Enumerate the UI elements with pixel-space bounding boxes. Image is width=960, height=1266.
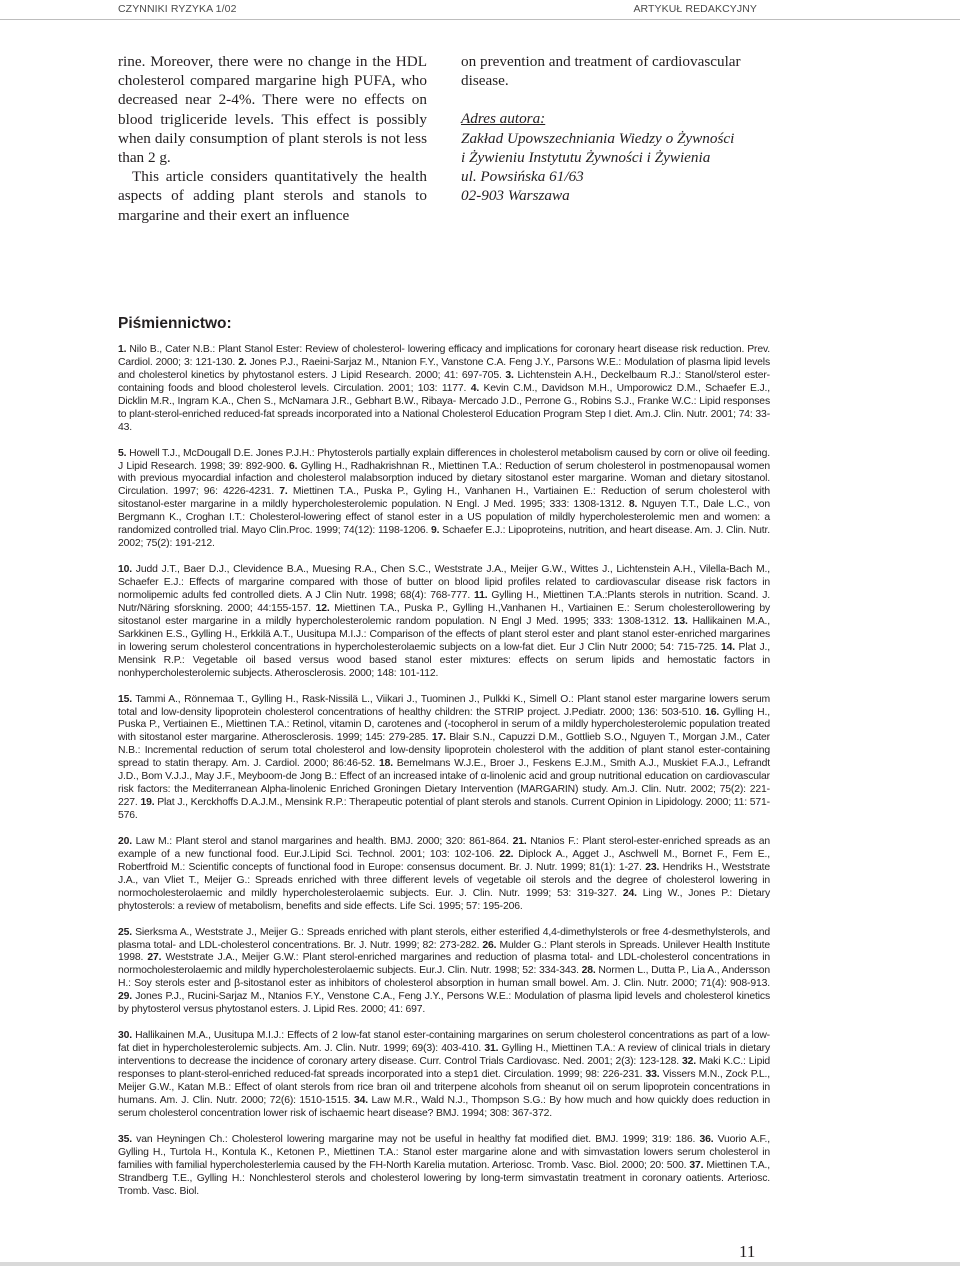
reference-number: 9. — [431, 525, 440, 537]
reference-text: Hendriks H., Weststrate J.A., van Vliet T., Meijer G.: Spreads enriched with three different levels of vegetable oil sterols and the degree of cholesterol lowering in normocholesterolaemic and mildly hypercholesterolaemic subjects. Eur. J. Clin. Nutr. 1999; 53: 319-327. — [118, 861, 770, 899]
left-column — [118, 52, 427, 225]
section-label: ARTYKUŁ REDAKCYJNY — [633, 3, 757, 15]
page-number: 11 — [739, 1242, 756, 1261]
reference-number: 4. — [470, 382, 480, 394]
reference-text: Maki K.C.: Lipid responses to plant-sterol-enriched reduced-fat spreads incorporated into a step1 diet. Circulation. 1999; 98: 226-231. — [118, 1056, 770, 1080]
reference-text: Lichtenstein A.H., Deckelbaum R.J.: Stanol/sterol ester-containing foods and blood cholesterol levels. Circulation. 2001; 103: 1177. — [118, 369, 770, 394]
reference-number: 23. — [645, 861, 660, 873]
reference-number: 19. — [140, 797, 155, 809]
journal-name: CZYNNIKI RYZYKA 1/02 — [118, 3, 237, 15]
reference-text: Gylling H., Miettinen T.A.: A review of clinical trials in dietary interventions to decrease the incidence of coronary artery disease. Curr. Control Trials Cardiovasc. Ned. 2001; 2(3): 123-128. — [118, 1043, 771, 1068]
reference-text: Nilo B., Cater N.B.: Plant Stanol Ester: Review of cholesterol- lowering efficacy and implications for coronary heart disease risk reduction. Prev. Cardiol. 2000; 3: 121-130. — [118, 344, 770, 368]
reference-text: Bemelmans W.J.E., Broer J., Feskens E.J.M., Smith A.J., Muskiet F.A.J., Lefrandt J.D., Bom V.J.J., May J.F., Meyboom-de Jong B.: Effect of an increased intake of α-linolenic acid and group nutritional education on cardiovascular risk factors: the Mediterranean Alpha-linolenic Enriched Groningen Dietary Intervention (MARGARIN) study. Am.J. Clin. Nutr. 2002; 75(2): 221-227. — [118, 758, 770, 809]
reference-text: Plat J., Kerckhoffs D.A.J.M., Mensink R.P.: Therapeutic potential of plant sterols and stanols. Current Opinion in Lipidology. 2000; 11: 571-576. — [118, 797, 770, 822]
reference-text: Schaefer E.J.: Lipoproteins, nutrition, and heart disease. Am. J. Clin. Nutr. 2002; 75(2): 191-212. — [118, 525, 770, 550]
reference-paragraph — [118, 1030, 770, 1121]
reference-text: Miettinen T.A., Puska P., Gyling H., Vanhanen H., Vartiainen E.: Reduction of serum cholesterol with sitostanol-ester margarine in a mildly hypercholesterolemic population. N Engl. J Med. 1995; 333: 1308-1312. — [118, 486, 770, 511]
reference-text: Jones P.J., Raeini-Sarjaz M., Ntanion F.Y., Vanstone C.A. Feng J.Y., Parsons W.E.: Modulation of plasma lipid levels and cholesterol kinetics by phytostanol esters. J Lipid Research. 2000; 41: 697-705. — [118, 356, 770, 381]
reference-text: Normen L., Dutta P., Lia A., Andersson H.: Soy sterols ester and β-sitostanol ester as inhibitors of cholesterol absorption in human small bowel. Am. J. Clin. Nutr. 2000; 71(4): 908-913. — [118, 965, 770, 990]
address-line: i Żywieniu Instytutu Żywności i Żywienia — [461, 148, 711, 166]
reference-text: Kevin C.M., Davidson M.H., Umporowicz D.M., Schaefer E.J., Dicklin M.R., Ingram K.A., Chen S., McNamara J.R., Gebhart B.W., Ribaya- Mercado J.D., Perrone G., Robins S.J., Franke W.C.: Lipid responses to plant-sterol-enriched reduced-fat spreads incorporated into a National Cholesterol Education Program Step I diet. Am.J. Clin. Nutr. 2001; 74: 33-43. — [118, 382, 770, 433]
reference-text: Law M.R., Wald N.J., Thompson S.G.: By how much and how quickly does reduction in serum cholesterol concentration lower risk of ischaemic heart disease? BMJ. 1994; 308: 367-372. — [118, 1094, 771, 1119]
reference-number: 18. — [378, 758, 393, 770]
reference-number: 16. — [705, 706, 720, 718]
reference-number: 12. — [315, 602, 330, 614]
reference-number: 33. — [645, 1069, 660, 1080]
reference-number: 29. — [118, 991, 132, 1003]
reference-number: 13. — [673, 615, 688, 627]
address-line: Zakład Upowszechniania Wiedzy o Żywności — [461, 129, 735, 147]
reference-paragraph — [118, 927, 770, 1018]
reference-text: Gylling H., Radhakrishnan R., Miettinen T.A.: Reduction of serum cholesterol in postmenopausal women with previous myocardial infaction and cholesterol malabsorption induced by dietary sitostanol ester margarine. Woman and dietary sitostanol. Circulation. 1997; 96: 4226-4231. — [118, 460, 770, 498]
reference-number: 32. — [682, 1056, 697, 1068]
reference-text: Vuorio A.F., Gylling H., Turtola H., Kontula K., Ketonen P., Miettinen T.A.: Stanol ester margarine alone and with simvastation lowers serum cholesterol in families with familial hypercholesterlemia caused by the FH-North Karelia mutation. Arteriosc. Tromb. Vasc. Biol. 2000; 20: 500. — [118, 1133, 771, 1171]
reference-text: Weststrate J.A., Meijer G.W.: Plant sterol-enriched margarines and reduction of plasma total- and LDL-cholesterol concentrations in normocholesterolaemic and mildly hypercholesterolaemic subjects. Eur.J. Clin. Nutr. 1998; 52: 334-343. — [118, 952, 770, 977]
reference-number: 35. — [118, 1133, 132, 1145]
reference-text: Gylling H., Puska P., Vertiainen E., Miettinen T.A.: Retinol, vitamin D, carotenes and (-tocopherol in serum of a mildly hypercholesterolemic population treated with sitostanol ester margarine. Atherosclerosis. 1999; 145: 279-285. — [118, 706, 770, 744]
reference-number: 26. — [482, 939, 497, 951]
reference-text: Vissers M.N., Zock P.L., Meijer G.W., Katan M.B.: Effect of olant sterols from rice bran oil and triterpene alcohols from sheanut oil on serum lipoprotein concentrations in humans. Am. J. Clin. Nutr. 2000; 72(6): 1510-1515. — [118, 1069, 770, 1106]
reference-paragraph — [118, 694, 770, 824]
reference-number: 15. — [118, 693, 132, 705]
address-line: 02-903 Warszawa — [461, 187, 570, 205]
footer-rule — [0, 1262, 960, 1266]
reference-number: 20. — [118, 835, 132, 847]
reference-paragraph — [118, 564, 770, 681]
body-paragraph: on prevention and treatment of cardiovascular disease. — [461, 53, 741, 90]
body-paragraph: rine. Moreover, there were no change in the HDL cholesterol compared margarine high PUFA, who decreased near 2-4%. There were no effects on blood trigliceride levels. This effect is possibly when daily consumption of plant sterols is not less than 2 g. — [118, 53, 427, 167]
reference-number: 25. — [118, 926, 132, 938]
reference-text: Howell T.J., McDougall D.E. Jones P.J.H.: Phytosterols partially explain differences in cholesterol metabolism caused by corn or olive oil feeding. J Lipid Research. 1998; 39: 892-900. — [118, 447, 770, 472]
reference-text: Blair S.N., Capuzzi D.M., Gottlieb S.O., Nguyen T., Morgan J.M., Cater N.B.: Incremental reduction of serum total cholesterol and low-density lipoprotein cholesterol with the addition of plant stanol ester-containing spread to statin therapy. Am. J. Cardiol. 2000; 86:46-52. — [118, 732, 770, 770]
reference-text: Hallikainen M.A., Uusitupa M.I.J.: Effects of 2 low-fat stanol ester-containing margarines on serum cholesterol concentrations as part of a low-fat diet in hypercholesterolemic subjects. Am. J. Clin. Nutr. 1999; 69(3): 403-410. — [118, 1030, 770, 1055]
reference-number: 28. — [581, 965, 596, 977]
body-paragraph: This article considers quantitatively the health aspects of adding plant sterols and stanols to margarine and their exert an influence — [118, 168, 427, 224]
reference-text: Tammi A., Rönnemaa T., Gylling H., Rask-Nissilä L., Viikari J., Tuominen J., Pulkki K., Simell O.: Plant stanol ester margarine lowers serum total and low-density lipoprotein cholesterol concentrations of healthy children: the STRIP project. J.Pediatr. 2000; 136: 503-510. — [118, 693, 770, 718]
reference-number: 6. — [288, 460, 298, 472]
reference-text: Miettinen T.A., Strandberg T.E., Gylling H.: Nonchlesterol sterols and cholesterol lowering by long-term simvastatin treatment in coronary oatients. Arteriosc. Tromb. Vasc. Biol. — [118, 1159, 770, 1197]
reference-paragraph — [118, 344, 770, 435]
reference-text: Jones P.J., Rucini-Sarjaz M., Ntanios F.Y., Venstone C.A., Feng J.Y., Persons W.E.: Modulation of plasma lipid levels and cholesterol kinetics by phytosterol versus phytostanol esters. J. Lipid Res. 2000; 41: 697. — [118, 991, 770, 1016]
reference-number: 34. — [354, 1094, 369, 1106]
reference-number: 21. — [512, 835, 527, 847]
reference-text: Hallikainen M.A., Sarkkinen E.S., Gylling H., Erkkilä A.T., Uusitupa M.I.J.: Comparison of the effects of plant sterol ester and plant stanol ester-enriched margarines in lowering serum cholesterol concentrations in hypercholesterolaemic subjects on a low-fat diet. Eur J Clin Nutr 2000; 54: 715-725. — [118, 615, 770, 653]
reference-number: 2. — [238, 356, 247, 368]
running-header — [0, 0, 960, 20]
reference-text: Ling W., Jones P.: Dietary phytosterols: a review of metabolism, benefits and side effects. Life Sci. 1995; 57: 195-206. — [118, 887, 770, 912]
reference-number: 14. — [720, 641, 735, 653]
reference-number: 7. — [279, 486, 288, 498]
reference-text: Ntanios F.: Plant sterol-ester-enriched spreads as an example of a new functional food. Eur.J.Lipid Sci. Technol. 2001; 103: 102-106. — [118, 835, 770, 860]
reference-number: 36. — [699, 1133, 714, 1145]
reference-number: 31. — [484, 1043, 499, 1055]
right-column — [461, 52, 781, 205]
reference-text: Mulder G.: Plant sterols in Spreads. Unilever Health Institute 1998. — [118, 939, 770, 964]
reference-text: van Heyningen Ch.: Cholesterol lowering margarine may not be useful in healthy fat modified diet. BMJ. 1999; 319: 186. — [132, 1133, 700, 1145]
reference-number: 10. — [118, 564, 132, 576]
reference-number: 11. — [474, 589, 488, 601]
address-line: ul. Powsińska 61/63 — [461, 168, 584, 186]
reference-number: 17. — [431, 732, 446, 744]
reference-text: Sierksma A., Weststrate J., Meijer G.: Spreads enriched with plant sterols, either esterified 4,4-dimethylsterols or free 4-desmethylsterols, and plasma total- and LDL-cholesterol concentrations. Br. J. Nutr. 1999; 82: 273-282. — [118, 926, 770, 951]
reference-text: Diplock A., Agget J., Aschwell M., Bornet F., Fem E., Robertfroid M.: Scientific concepts of functional food in Europe: consensus document. Br. J. Nutr. 1999; 81(1): 1-27. — [118, 848, 770, 873]
reference-number: 1. — [118, 344, 127, 355]
reference-number: 37. — [689, 1159, 704, 1171]
reference-number: 24. — [622, 887, 637, 899]
reference-number: 30. — [118, 1030, 132, 1042]
author-address — [461, 109, 781, 205]
reference-text: Law M.: Plant sterol and stanol margarines and health. BMJ. 2000; 320: 861-864. — [132, 835, 513, 847]
reference-number: 27. — [147, 952, 162, 964]
references-heading: Piśmiennictwo: — [118, 315, 232, 332]
reference-text: Miettinen T.A., Puska P., Gylling H.,Vanhanen H., Vartiainen E.: Serum cholesterollowering by sitostanol ester margarine in a mildly hypercholesterolemic random population. N Engl J Med. 1995; 333: 1308-1312. — [118, 602, 770, 627]
reference-text: Judd J.T., Baer D.J., Clevidence B.A., Muesing R.A., Chen S.C., Weststrate J.A., Meijer G.W., Wittes J., Lichtenstein A.H., Vilella-Bach M., Schaefer E.J.: Effects of margarine compared with those of butter on blood lipid profiles related to cardiovascular disease risk factors in normolipemic adults fed controlled diets. A J Clin Nutr. 1998; 68(4): 768-777. — [118, 564, 770, 601]
reference-paragraph — [118, 448, 770, 552]
reference-number: 5. — [118, 447, 127, 459]
references-list — [118, 344, 770, 1211]
reference-text: Nguyen T.T., Dale L.C., von Bergmann K., Croghan I.T.: Cholesterol-lowering effect of stanol ester in a US population of mildly hypercholesterolemic men and women: a randomized controlled trial. Mayo Clin.Proc. 1999; 74(12): 1198-1206. — [118, 499, 771, 537]
reference-number: 3. — [505, 369, 514, 381]
reference-number: 8. — [628, 499, 638, 511]
reference-number: 22. — [499, 848, 514, 860]
reference-text: Plat J., Mensink R.P.: Vegetable oil based versus wood based stanol ester mixtures: effects on serum lipids and hemostatic factors in nonhypercholesterolemic subjects. Atherosclerosis. 2000; 148: 101-112. — [118, 641, 770, 679]
reference-paragraph — [118, 1134, 770, 1199]
reference-paragraph — [118, 836, 770, 914]
address-title: Adres autora: — [461, 110, 546, 128]
reference-text: Gylling H., Miettinen T.A.:Plants sterols in nutrition. Scand. J. Nutr/Näring sforskning. 2000; 44:155-157. — [118, 589, 771, 614]
